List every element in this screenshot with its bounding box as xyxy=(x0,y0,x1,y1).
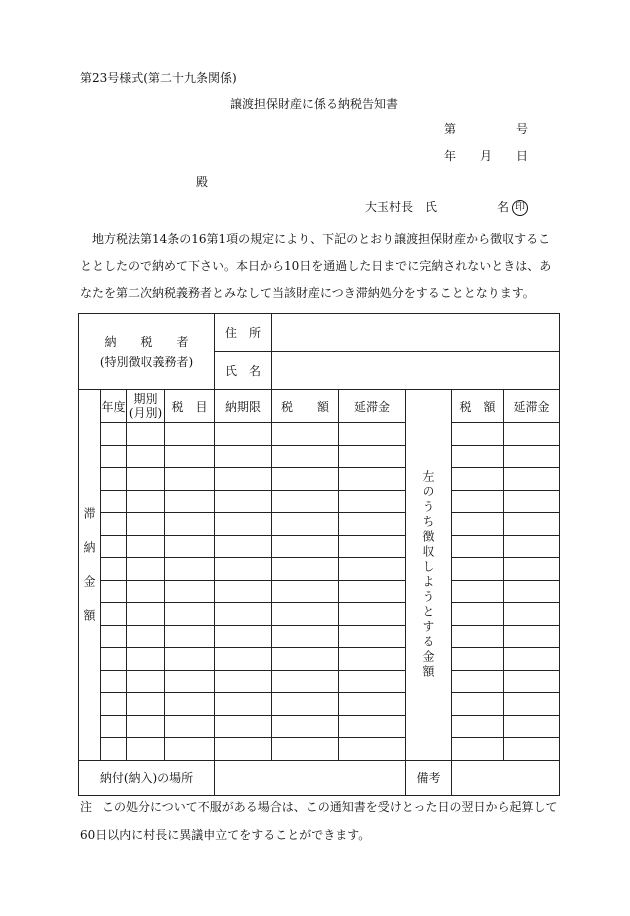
table-row xyxy=(79,445,560,468)
address-value xyxy=(272,314,560,352)
issuer-line xyxy=(365,198,528,216)
address-label: 住 所 xyxy=(215,314,272,352)
table-row xyxy=(79,468,560,491)
arrears-amount-label xyxy=(79,390,101,761)
issuer-name: 大玉村長 氏 名 xyxy=(365,200,510,214)
special-collector-label: (特別徴収義務者) xyxy=(99,354,194,369)
tax-notice-table xyxy=(78,313,560,796)
header-late-fee: 延滞金 xyxy=(339,390,406,423)
form-number: 第23号様式(第二十九条関係) xyxy=(80,71,237,85)
payment-place-label: 納付(納入)の場所 xyxy=(79,760,215,795)
remarks-value xyxy=(452,760,560,795)
notice-body: 地方税法第14条の16第1項の規定により、下記のとおり譲渡担保財産から徴収することとしたので納めて下さい。本日から10日を通過した日までに完納されないときは、あなたを第二次納税義務者とみなして当該財産につき滞納処分をすることとなります。 xyxy=(80,232,552,300)
table-row xyxy=(79,603,560,626)
document-number-line: 第 号 xyxy=(444,122,529,136)
table-row xyxy=(79,693,560,716)
header-due-date: 納期限 xyxy=(215,390,272,423)
table-row xyxy=(79,423,560,446)
table-row xyxy=(79,648,560,671)
table-row xyxy=(79,513,560,536)
name-label: 氏 名 xyxy=(215,352,272,390)
taxpayer-label: 納 税 者 xyxy=(104,334,189,349)
header-tax-amount-2: 税 額 xyxy=(452,390,504,423)
payment-place-value xyxy=(215,760,406,795)
header-tax-amount: 税 額 xyxy=(272,390,339,423)
header-period xyxy=(127,390,165,423)
header-period-line1: 期別 xyxy=(133,392,158,406)
note-head: 注 xyxy=(80,800,93,814)
note-text: この処分について不服がある場合は、この通知書を受けとった日の翌日から起算して60日以内に村長に異議申立てをすることができます。 xyxy=(80,800,558,842)
header-late-fee-2: 延滞金 xyxy=(504,390,560,423)
header-tax-item: 税 目 xyxy=(165,390,215,423)
table-row xyxy=(79,738,560,761)
header-period-line2: (月別) xyxy=(128,406,163,420)
addressee-suffix: 殿 xyxy=(196,175,209,189)
seal-mark: 印 xyxy=(512,200,528,216)
taxpayer-label-cell xyxy=(79,314,215,390)
table-row xyxy=(79,490,560,513)
name-value xyxy=(272,352,560,390)
header-year: 年度 xyxy=(101,390,127,423)
collect-amount-label xyxy=(406,390,452,761)
table-row xyxy=(79,535,560,558)
remarks-label: 備考 xyxy=(406,760,452,795)
table-row xyxy=(79,670,560,693)
date-line: 年 月 日 xyxy=(444,149,529,163)
table-row xyxy=(79,715,560,738)
arrears-amount-text: 滞納金額 xyxy=(82,506,96,643)
table-row xyxy=(79,625,560,648)
table-row xyxy=(79,558,560,581)
table-row xyxy=(79,580,560,603)
appeal-note xyxy=(80,793,560,849)
collect-amount-text: 左のうち徴収しようとする金額 xyxy=(421,469,435,680)
document-title: 譲渡担保財産に係る納税告知書 xyxy=(230,97,399,111)
